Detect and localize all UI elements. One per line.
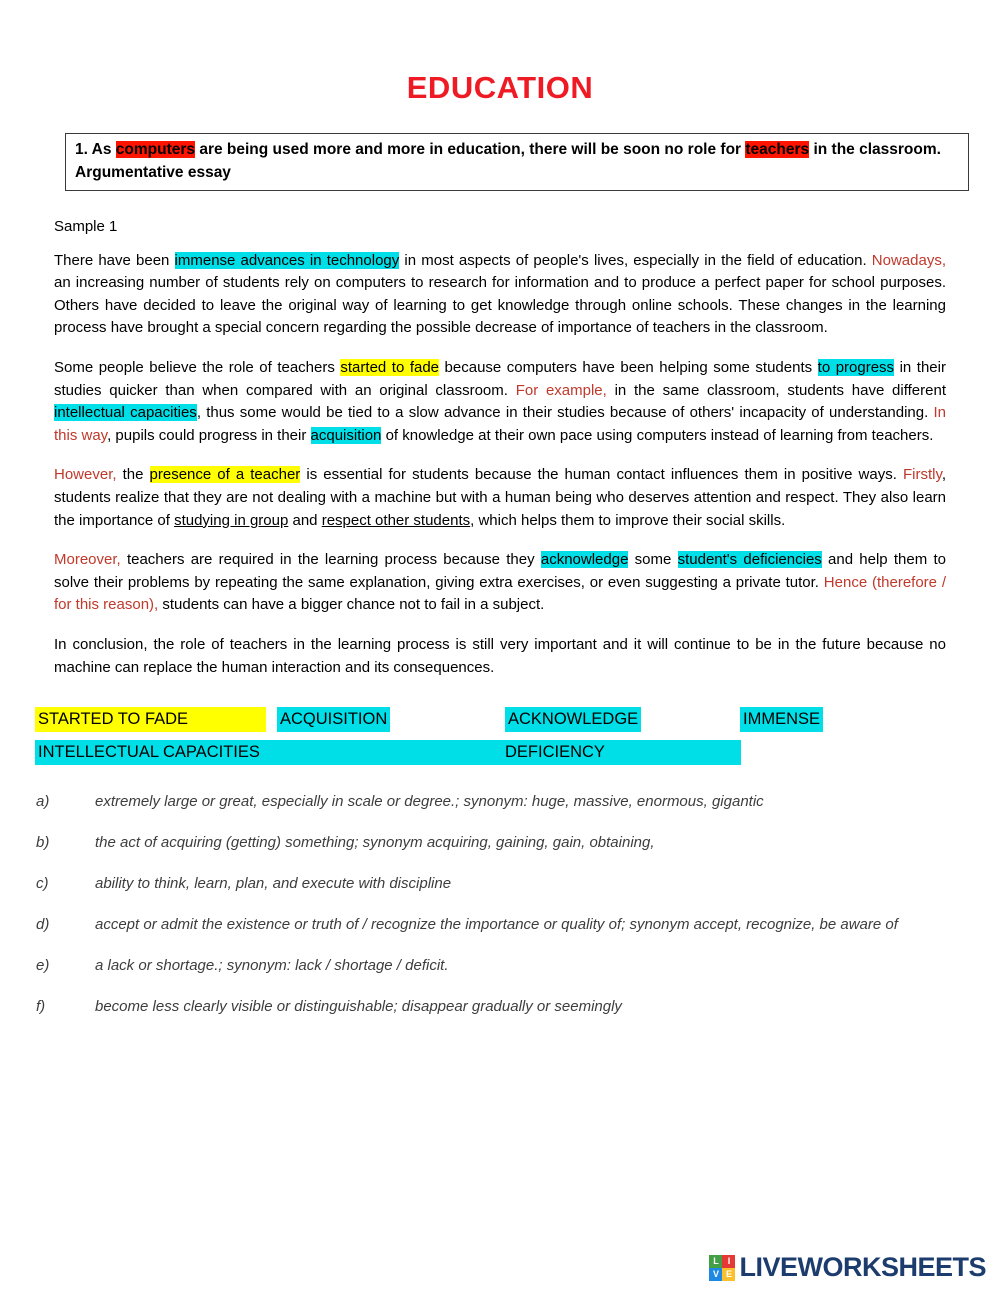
text-segment: For example, [515, 381, 607, 399]
essay-body [54, 216, 946, 679]
text-segment: in the same classroom, students have different [606, 381, 946, 399]
text-segment: are being used more and more in education, there will be soon no role for [195, 141, 746, 158]
text-segment: Firstly [902, 466, 942, 484]
brand-wordmark: LIVEWORKSHEETS [739, 1252, 986, 1282]
text-segment: , pupils could progress in their [107, 426, 311, 444]
text-segment: of knowledge at their own pace using computers instead of learning from teachers. [381, 426, 934, 444]
definition-item-b [36, 832, 958, 853]
essay-paragraph-5 [54, 634, 946, 679]
word-bank-row2-bar [35, 740, 741, 765]
essay-prompt-box [65, 133, 969, 191]
text-segment: intellectual capacities [54, 404, 197, 422]
text-segment: There have been [54, 251, 175, 269]
text-segment: , students realize that they are not dealing with a machine but with a human being who deserves attention and respect. They also learn the importance of [54, 466, 947, 529]
text-segment: is essential for students because the human contact influences them in positive ways. [300, 466, 903, 484]
essay-paragraph-4 [54, 549, 946, 617]
text-segment: an increasing number of students rely on computers to research for information and to produce a perfect paper for school purposes. Others have decided to leave the original way of learning to get knowledge through online schools. These changes in the learning process have brought a special concern regarding the possible decrease of importance of teachers in the classroom. [54, 274, 946, 337]
text-segment: acknowledge [540, 551, 629, 569]
logo-square-i: I [722, 1255, 735, 1268]
text-segment: Some people believe the role of teachers [54, 358, 341, 376]
text-segment: , which helps them to improve their social skills. [470, 511, 786, 529]
text-segment: respect other students [321, 511, 471, 529]
definition-item-e [36, 955, 958, 976]
sample-label: Sample 1 [54, 218, 118, 235]
word-bank [0, 707, 1000, 767]
text-segment: presence of a teacher [149, 466, 301, 484]
text-segment: , thus some would be tied to a slow advance in their studies because of others' incapacity of understanding. [196, 404, 934, 422]
text-segment: students can have a bigger chance not to fail in a subject. [158, 596, 545, 614]
word-bank-term-deficiency[interactable]: DEFICIENCY [505, 743, 605, 762]
liveworksheets-logo-icon [709, 1255, 735, 1281]
definition-text: the act of acquiring (getting) something; synonym acquiring, gaining, gain, obtaining, [95, 834, 655, 852]
word-bank-term-acquisition[interactable]: ACQUISITION [277, 707, 390, 732]
text-segment: in their studies quicker than when compared with an original classroom. [54, 358, 946, 399]
text-segment: immense advances in technology [174, 251, 400, 269]
text-segment: However, [54, 466, 117, 484]
definition-item-c [36, 873, 958, 894]
logo-square-v: V [709, 1268, 722, 1281]
text-segment: 1. As [75, 141, 116, 158]
definition-letter: e) [36, 957, 50, 975]
definition-text: become less clearly visible or distinguishable; disappear gradually or seemingly [95, 998, 622, 1016]
text-segment: to progress [817, 358, 895, 376]
text-segment: teachers [745, 141, 810, 158]
text-segment: In this way [54, 404, 947, 444]
word-bank-term-immense[interactable]: IMMENSE [740, 707, 823, 732]
definition-letter: f) [36, 998, 46, 1016]
word-bank-term-acknowledge[interactable]: ACKNOWLEDGE [505, 707, 641, 732]
text-segment: and help them to solve their problems by repeating the same explanation, giving extra exercises, or even suggesting a private tutor. [54, 551, 946, 591]
definition-item-a [36, 791, 958, 812]
text-segment: Nowadays, [871, 251, 946, 269]
essay-paragraph-2 [54, 357, 946, 447]
text-segment: some [628, 551, 678, 569]
definition-letter: c) [36, 875, 49, 893]
liveworksheets-brand[interactable] [709, 1252, 986, 1283]
text-segment: because computers have been helping some students [439, 358, 818, 376]
word-bank-term-intellectual-capacities[interactable]: INTELLECTUAL CAPACITIES [38, 743, 260, 762]
text-segment: and [288, 511, 322, 529]
definition-item-d [36, 914, 958, 935]
text-segment: studying in group [174, 511, 289, 529]
page-title: EDUCATION [406, 70, 594, 105]
logo-square-l: L [709, 1255, 722, 1268]
definition-text: ability to think, learn, plan, and execute with discipline [95, 875, 452, 893]
definition-letter: b) [36, 834, 50, 852]
definition-text: a lack or shortage.; synonym: lack / shortage / deficit. [95, 957, 449, 975]
definition-letter: d) [36, 916, 50, 934]
definitions-list [36, 791, 958, 1017]
text-segment: the [116, 466, 150, 484]
text-segment: student's deficiencies [677, 551, 822, 569]
text-segment: Hence (therefore / for this reason), [54, 573, 946, 614]
text-segment: started to fade [340, 358, 440, 376]
text-segment: Moreover, [54, 551, 121, 569]
essay-paragraph-1 [54, 250, 946, 340]
word-bank-term-started-to-fade[interactable]: STARTED TO FADE [35, 707, 266, 732]
text-segment: In conclusion, the role of teachers in the learning process is still very important and it will continue to be in the future because no machine can replace the human interaction and its consequences. [54, 635, 946, 676]
definition-letter: a) [36, 793, 50, 811]
definition-text: accept or admit the existence or truth of / recognize the importance or quality of; synonym accept, recognize, be aware of [95, 916, 898, 934]
text-segment: teachers are required in the learning process because they [120, 551, 541, 569]
text-segment: in the classroom. Argumentative essay [75, 141, 941, 181]
definition-item-f [36, 996, 958, 1017]
definition-text: extremely large or great, especially in scale or degree.; synonym: huge, massive, enormous, gigantic [95, 793, 764, 811]
text-segment: in most aspects of people's lives, especially in the field of education. [399, 251, 872, 269]
essay-paragraph-3 [54, 464, 946, 532]
text-segment: acquisition [310, 426, 382, 444]
text-segment: computers [115, 141, 196, 158]
logo-square-e: E [722, 1268, 735, 1281]
